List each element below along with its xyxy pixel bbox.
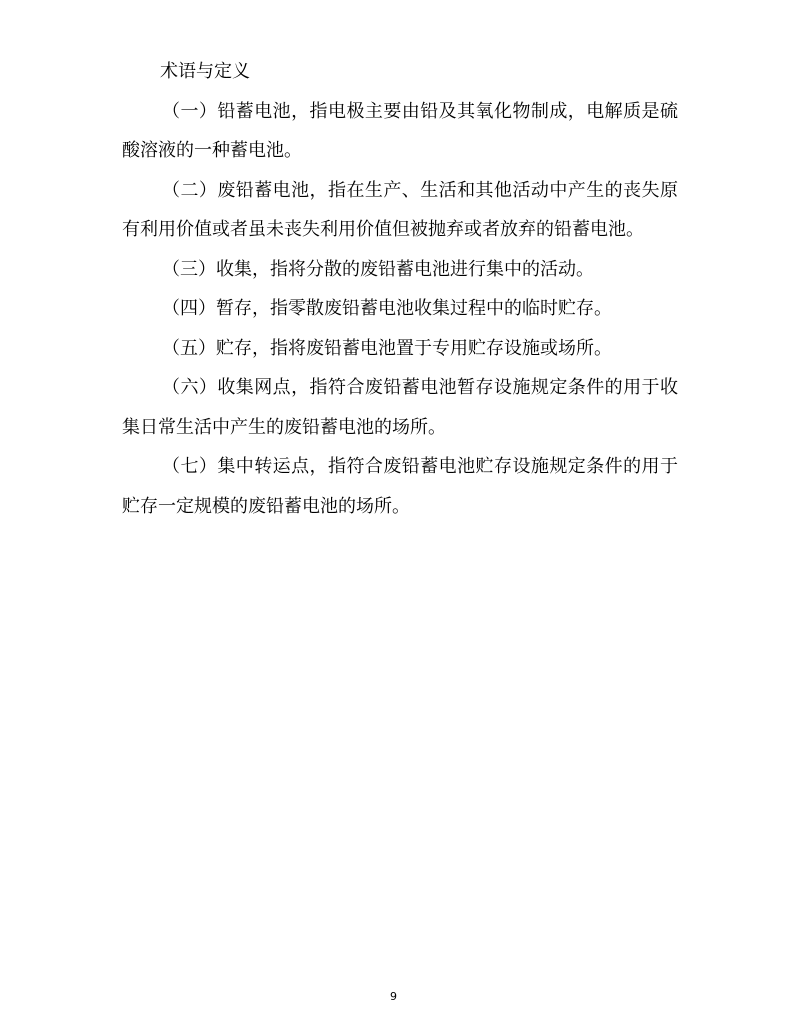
definition-paragraph-4: （四）暂存，指零散废铅蓄电池收集过程中的临时贮存。: [162, 298, 612, 319]
definition-paragraph-3: （三）收集，指将分散的废铅蓄电池进行集中的活动。: [162, 258, 594, 280]
section-heading: 术语与定义: [160, 61, 250, 82]
definition-paragraph-6: （六）收集网点，指符合废铅蓄电池暂存设施规定条件的用于收集日常生活中产生的废铅蓄电池的场所。: [122, 377, 678, 438]
definition-paragraph-2: （二）废铅蓄电池，指在生产、生活和其他活动中产生的丧失原有利用价值或者虽未丧失利用价值但被抛弃或者放弃的铅蓄电池。: [122, 179, 678, 240]
definition-paragraph-5: （五）贮存，指将废铅蓄电池置于专用贮存设施或场所。: [162, 337, 612, 359]
definition-paragraph-7: （七）集中转运点，指符合废铅蓄电池贮存设施规定条件的用于贮存一定规模的废铅蓄电池的场所。: [122, 456, 678, 517]
page-number: 9: [390, 990, 397, 1003]
document-body: [122, 52, 678, 526]
definition-paragraph-1: （一）铅蓄电池，指电极主要由铅及其氧化物制成，电解质是硫酸溶液的一种蓄电池。: [122, 100, 678, 161]
